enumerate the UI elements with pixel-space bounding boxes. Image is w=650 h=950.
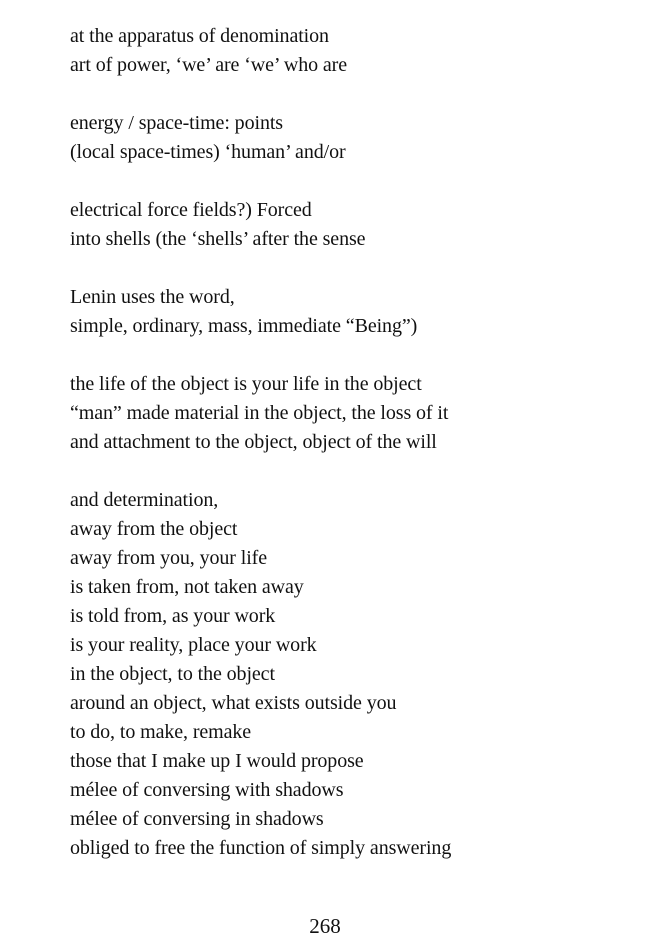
poem-line: is taken from, not taken away: [70, 576, 304, 598]
poem-line: at the apparatus of denomination: [70, 25, 329, 47]
stanza-1: [70, 22, 620, 80]
stanza-6: [70, 486, 620, 863]
poem-line: those that I make up I would propose: [70, 750, 364, 772]
poem-line: “man” made material in the object, the loss of it: [70, 402, 449, 424]
poem-line: away from you, your life: [70, 547, 267, 569]
poem-line: in the object, to the object: [70, 663, 275, 685]
page-number: 268: [309, 914, 341, 938]
poem-line: and attachment to the object, object of the will: [70, 431, 437, 453]
stanza-4: [70, 283, 620, 341]
poem-line: is your reality, place your work: [70, 634, 317, 656]
poem-line: and determination,: [70, 489, 219, 511]
poem-line: to do, to make, remake: [70, 721, 252, 743]
stanza-2: [70, 109, 620, 167]
poem-line: mélee of conversing in shadows: [70, 808, 324, 830]
poem-line: obliged to free the function of simply answering: [70, 837, 452, 859]
poem-line: the life of the object is your life in the object: [70, 373, 422, 395]
poem-line: Lenin uses the word,: [70, 286, 235, 308]
poem-line: simple, ordinary, mass, immediate “Being”): [70, 315, 418, 337]
poem-line: around an object, what exists outside you: [70, 692, 397, 714]
poem-line: electrical force fields?) Forced: [70, 199, 312, 221]
poem-text: [70, 22, 620, 863]
stanza-3: [70, 196, 620, 254]
poem-line: away from the object: [70, 518, 238, 540]
poem-line: is told from, as your work: [70, 605, 276, 627]
poem-line: mélee of conversing with shadows: [70, 779, 344, 801]
poem-line: (local space-times) ‘human’ and/or: [70, 141, 346, 163]
poem-line: energy / space-time: points: [70, 112, 283, 134]
poem-line: art of power, ‘we’ are ‘we’ who are: [70, 54, 348, 76]
poem-line: into shells (the ‘shells’ after the sense: [70, 228, 366, 250]
stanza-5: [70, 370, 620, 457]
